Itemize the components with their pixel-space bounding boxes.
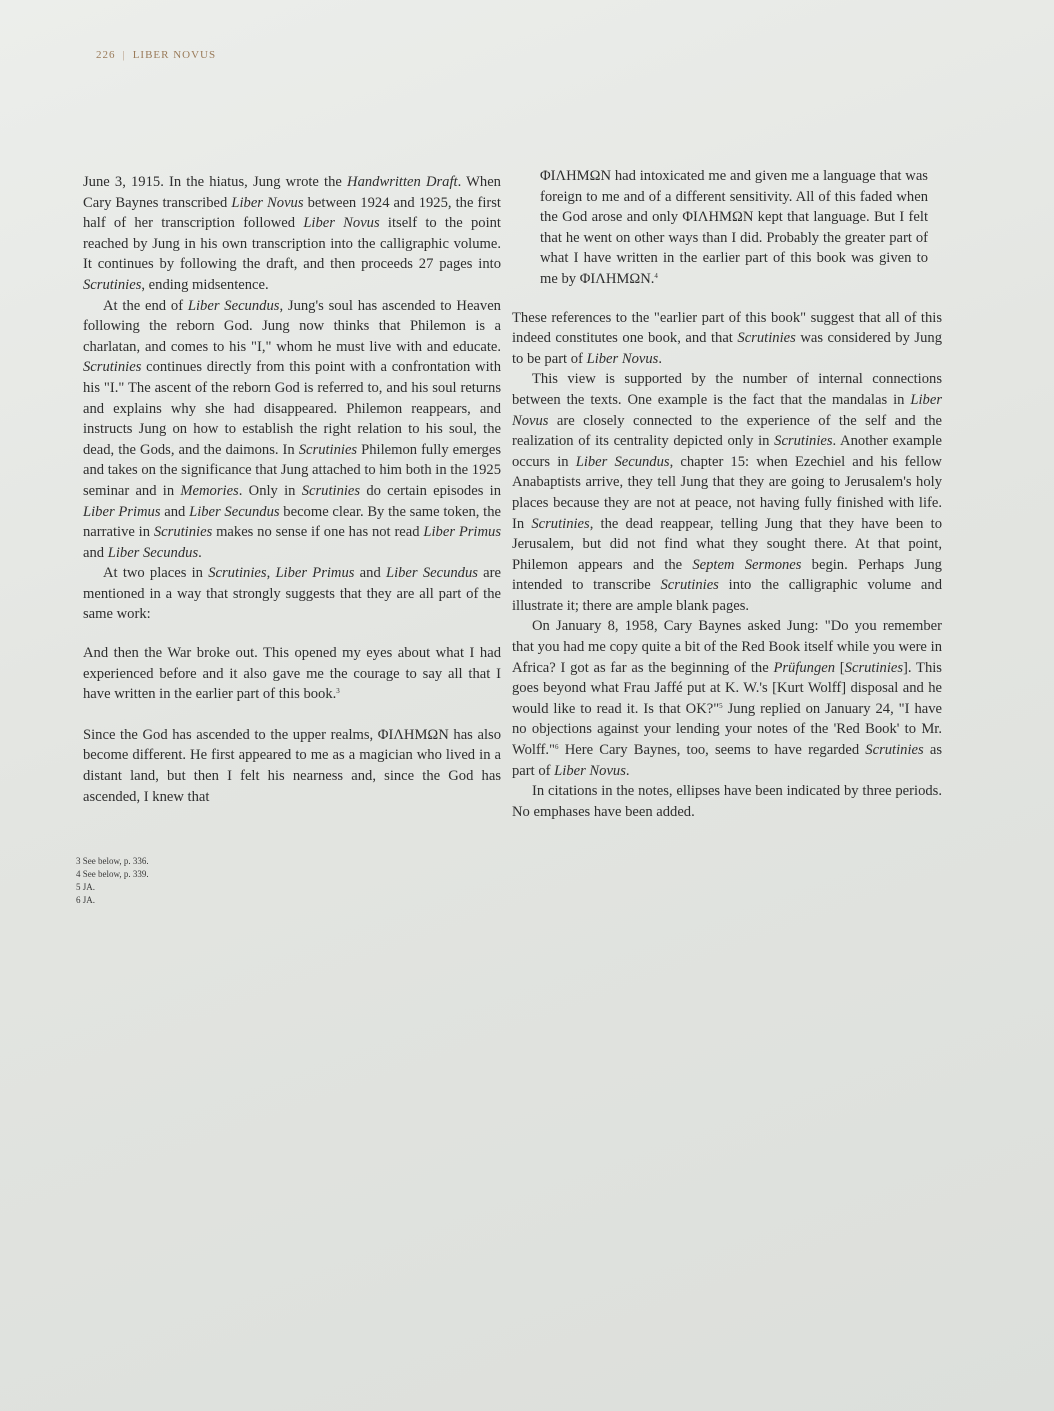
paragraph: At two places in Scrutinies, Liber Primus and Liber Secundus are mentioned in a way that strongly suggests that they are all part of the same work: [83, 565, 501, 623]
footnote: 3 See below, p. 336. [76, 856, 149, 866]
footnote-ref: 4 [654, 271, 658, 280]
footnotes [76, 855, 149, 907]
footnote-ref: 3 [336, 687, 340, 696]
block-quote: And then the War broke out. This opened my eyes about what I had experienced before and it also gave me the courage to say all that I have written in the earlier part of this book.$^3$ [83, 645, 501, 703]
right-column [512, 166, 942, 822]
page-number: 226 [96, 49, 116, 61]
paragraph: June 3, 1915. In the hiatus, Jung wrote the Handwritten Draft. When Cary Baynes transcribed Liber Novus between 1924 and 1925, the first half of her transcription followed Liber Novus itself to the point reached by Jung in his own transcription into the calligraphic volume. It continues by following the draft, and then proceeds 27 pages into Scrutinies, ending midsentence. [83, 174, 501, 293]
header-separator: | [122, 49, 126, 61]
footnote-ref: 6 [555, 743, 559, 752]
paragraph: This view is supported by the number of internal connections between the texts. One example is the fact that the mandalas in Liber Novus are closely connected to the experience of the self and the realization of its centrality depicted only in Scrutinies. Another example occurs in Liber Secundus, chapter 15: when Ezechiel and his fellow Anabaptists arrive, they tell Jung that they are going to Jerusalem's holy places because they are not at peace, not having fully finished with life. In Scrutinies, the dead reappear, telling Jung that they have been to Jerusalem, but did not find what they sought there. At that point, Philemon appears and the Septem Sermones begin. Perhaps Jung intended to transcribe Scrutinies into the calligraphic volume and illustrate it; there are ample blank pages. [512, 371, 943, 614]
left-column [83, 172, 501, 807]
footnote: 6 JA. [76, 895, 96, 905]
paragraph: At the end of Liber Secundus, Jung's soul has ascended to Heaven following the reborn God. Jung now thinks that Philemon is a charlatan, and comes to his "I," whom he must live with and educate. Scrutinies continues directly from this point with a confrontation with his "I." The ascent of the reborn God is referred to, and his soul returns and explains why she had disappeared. Philemon reappears, and instructs Jung on how to establish the right relation to his soul, the dead, the Gods, and the daimons. In Scrutinies Philemon fully emerges and takes on the significance that Jung attached to him both in the 1925 seminar and in Memories. Only in Scrutinies do certain episodes in Liber Primus and Liber Secundus become clear. By the same token, the narrative in Scrutinies makes no sense if one has not read Liber Primus and Liber Secundus. [83, 297, 502, 561]
paragraph: On January 8, 1958, Cary Baynes asked Jung: "Do you remember that you had me copy quite a bit of the Red Book itself while you were in Africa? I got as far as the beginning of the Prüfungen [Scrutinies]. This goes beyond what Frau Jaffé put at K. W.'s [Kurt Wolff] disposal and he would like to read it. Is that OK?"$^5$ Jung replied on January 24, "I have no objections against your lending your notes of the 'Red Book' to Mr. Wolff."$^6$ Here Cary Baynes, too, seems to have regarded Scrutinies as part of Liber Novus. [512, 618, 942, 779]
paragraph: In citations in the notes, ellipses have been indicated by three periods. No emphases have been added. [512, 783, 942, 820]
footnote: 4 See below, p. 339. [76, 869, 149, 879]
footnote-ref: 5 [719, 701, 723, 710]
paragraph: These references to the "earlier part of this book" suggest that all of this indeed constitutes one book, and that Scrutinies was considered by Jung to be part of Liber Novus. [512, 309, 942, 367]
block-quote-continued: ΦΙΛΗΜΩΝ had intoxicated me and given me a language that was foreign to me and of a different sensitivity. All of this faded when the God arose and only ΦΙΛΗΜΩΝ kept that language. But I felt that he went on other ways than I did. Probably the greater part of what I have written in the earlier part of this book was given to me by ΦΙΛΗΜΩΝ.$^4$ [540, 168, 928, 287]
running-title: LIBER NOVUS [132, 49, 217, 61]
running-header [96, 49, 216, 61]
footnote: 5 JA. [76, 882, 96, 892]
block-quote: Since the God has ascended to the upper realms, ΦΙΛΗΜΩΝ has also become different. He first appeared to me as a magician who lived in a distant land, but then I felt his nearness and, since the God has ascended, I knew that [83, 726, 501, 805]
